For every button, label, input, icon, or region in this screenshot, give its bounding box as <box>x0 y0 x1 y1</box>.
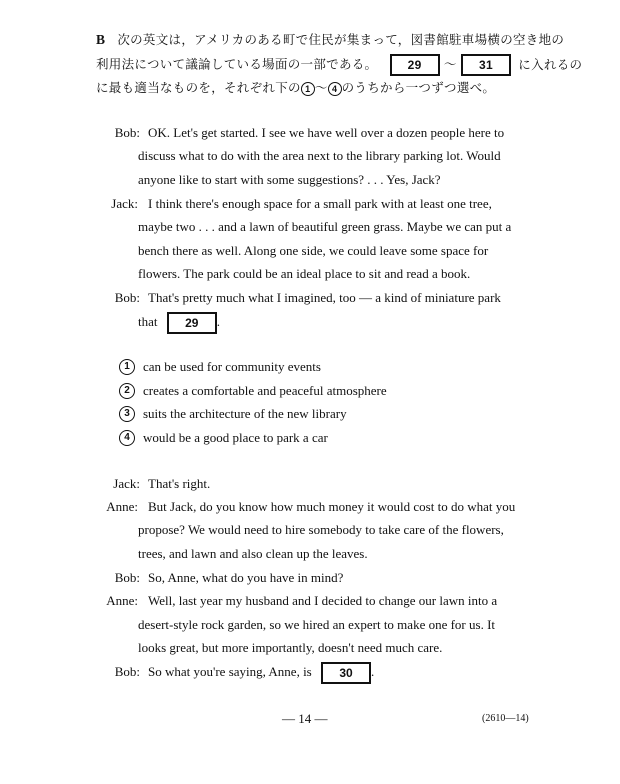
header-text-2: 利用法について議論している場面の一部である。 <box>96 56 378 72</box>
speaker-label: Bob: <box>114 664 140 679</box>
dialogue-line: maybe two . . . and a lawn of beautiful green grass. Maybe we can put a <box>138 219 512 234</box>
option-4-number: 4 <box>119 430 135 446</box>
dialogue-line: looks great, but more importantly, doesn't need much care. <box>138 640 443 655</box>
choice-1-symbol: 1 <box>301 82 315 96</box>
speaker-label: Bob: <box>114 290 140 305</box>
dialogue-line: trees, and lawn and also clean up the leaves. <box>138 546 368 561</box>
header-text-2-end: に入れるの <box>518 56 583 72</box>
dialogue-line: OK. Let's get started. I see we have well over a dozen people here to <box>148 125 505 140</box>
speaker-label: Jack: <box>111 196 138 211</box>
dialogue-line: propose? We would need to hire somebody to take care of the flowers, <box>138 522 504 537</box>
blank-prefix: that <box>138 313 158 329</box>
header-text-3a: に最も適当なものを，それぞれ下の <box>96 80 301 95</box>
page-number: — 14 — <box>282 711 328 726</box>
section-label: B <box>96 32 106 47</box>
dialogue-line: That's pretty much what I imagined, too — a kind of miniature park <box>148 290 501 305</box>
option-2-number: 2 <box>119 383 135 399</box>
header-text-1: 次の英文は，アメリカのある町で住民が集まって，図書館駐車場横の空き地の <box>117 32 565 47</box>
choice-4-symbol: 4 <box>328 82 342 96</box>
header-line-3 <box>96 78 495 96</box>
blank-box-30: 30 <box>321 662 371 684</box>
dialogue-line: discuss what to do with the area next to the library parking lot. Would <box>138 148 501 163</box>
dialogue-line: Well, last year my husband and I decided to change our lawn into a <box>148 593 498 608</box>
blank-suffix: . <box>216 313 220 329</box>
dialogue-line: flowers. The park could be an ideal place to sit and read a book. <box>138 266 471 281</box>
dialogue-line: anyone like to start with some suggestions? . . . Yes, Jack? <box>138 172 441 187</box>
dialogue-line: So, Anne, what do you have in mind? <box>148 570 344 585</box>
option-3-number: 3 <box>119 406 135 422</box>
dialogue-line-with-blank <box>138 312 220 334</box>
blank-suffix: . <box>371 663 375 679</box>
option-4-text: would be a good place to park a car <box>143 430 328 445</box>
option-3-text: suits the architecture of the new library <box>143 406 347 421</box>
tilde: ～ <box>443 56 457 72</box>
header-line-1 <box>96 30 564 48</box>
speaker-label: Anne: <box>106 593 138 608</box>
dialogue-line-with-blank <box>148 662 374 684</box>
dialogue-line: desert-style rock garden, so we hired an expert to make one for us. It <box>138 617 496 632</box>
dialogue-line: But Jack, do you know how much money it would cost to do what you <box>148 499 516 514</box>
option-1-number: 1 <box>119 359 135 375</box>
speaker-label: Bob: <box>114 570 140 585</box>
option-2-text: creates a comfortable and peaceful atmosphere <box>143 383 387 398</box>
option-1-text: can be used for community events <box>143 359 321 374</box>
dialogue-line: I think there's enough space for a small park with at least one tree, <box>148 196 492 211</box>
header-text-3b: のうちから一つずつ選べ。 <box>341 80 496 95</box>
blank-prefix: So what you're saying, Anne, is <box>148 663 312 679</box>
exam-code: (2610—14) <box>482 713 529 724</box>
speaker-label: Anne: <box>106 499 138 514</box>
answer-box-29: 29 <box>390 54 440 76</box>
blank-box-29: 29 <box>167 312 217 334</box>
speaker-label: Bob: <box>114 125 140 140</box>
header-line-2 <box>96 54 582 76</box>
dialogue-line: That's right. <box>148 476 211 491</box>
answer-box-31: 31 <box>461 54 511 76</box>
tilde-2: ～ <box>314 80 328 95</box>
dialogue-line: bench there as well. Along one side, we could leave some space for <box>138 243 489 258</box>
speaker-label: Jack: <box>113 476 140 491</box>
